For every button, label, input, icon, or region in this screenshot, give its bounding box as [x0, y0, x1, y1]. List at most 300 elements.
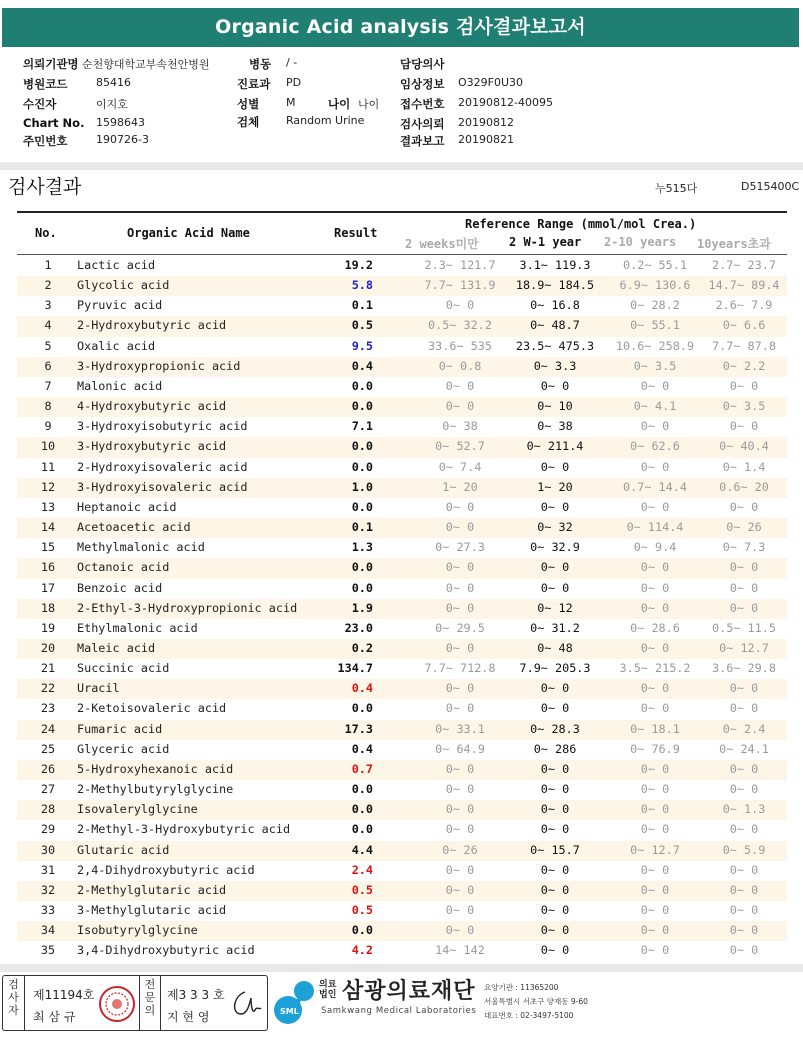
table-top-rule — [17, 211, 787, 213]
table-row — [17, 699, 787, 719]
cell-result: 5.8 — [351, 278, 373, 293]
cell-ref-2-10y: 0~ 0 — [640, 782, 670, 797]
table-row — [17, 498, 787, 518]
cell-ref-10y-plus: 0~ 7.3 — [722, 540, 766, 555]
cell-no: 4 — [44, 318, 52, 333]
cell-ref-2w-1y: 0~ 0 — [540, 499, 570, 514]
cell-ref-2-10y: 0~ 0 — [640, 640, 670, 655]
cell-acid-name: 2-Ethyl-3-Hydroxypropionic acid — [77, 600, 298, 615]
cell-acid-name: 3-Methylglutaric acid — [77, 903, 227, 917]
cell-acid-name: 2-Methylbutyrylglycine — [77, 782, 234, 797]
cell-acid-name: 5-Hydroxyhexanoic acid — [77, 761, 234, 776]
report-title: Organic Acid analysis 검사결과보고서 — [2, 8, 799, 47]
table-row — [17, 760, 787, 780]
table-row — [17, 377, 787, 397]
cell-acid-name: Pyruvic acid — [77, 298, 163, 313]
cell-result: 0.1 — [351, 298, 373, 313]
cell-ref-10y-plus: 0~ 0 — [729, 923, 759, 938]
cell-ref-2w-1y: 0~ 10 — [537, 399, 573, 414]
table-row — [17, 276, 787, 296]
cell-acid-name: 4-Hydroxybutyric acid — [77, 399, 227, 414]
table-row — [17, 659, 787, 679]
cell-ref-10y-plus: 0~ 0 — [729, 701, 759, 716]
cell-ref-2w-1y: 0~ 0 — [540, 923, 570, 938]
cell-ref-2weeks: 0~ 29.5 — [435, 620, 485, 635]
cell-no: 5 — [44, 338, 52, 353]
cell-ref-2weeks: 0~ 0 — [445, 782, 475, 797]
cell-ref-2w-1y: 0~ 0 — [540, 782, 570, 797]
cell-ref-2w-1y: 0~ 48 — [537, 640, 573, 655]
cell-result: 23.0 — [344, 620, 373, 635]
cell-ref-2weeks: 0~ 0 — [445, 822, 475, 837]
cell-no: 8 — [44, 399, 52, 414]
org-institution-code: 요양기관 : 11365200 — [484, 983, 559, 992]
cell-result: 0.0 — [351, 923, 373, 938]
cell-no: 33 — [40, 903, 56, 917]
cell-result: 0.0 — [351, 499, 373, 514]
cell-ref-10y-plus: 0~ 0 — [729, 580, 759, 595]
cell-result: 0.0 — [351, 580, 373, 595]
value-ward: / - — [286, 56, 298, 69]
cell-no: 15 — [40, 540, 56, 555]
cell-ref-2-10y: 0~ 3.5 — [633, 358, 677, 373]
cell-acid-name: Ethylmalonic acid — [77, 620, 198, 635]
patient-info — [0, 52, 803, 160]
results-table — [17, 256, 787, 961]
cell-ref-2-10y: 0~ 0 — [640, 923, 670, 938]
cell-ref-2w-1y: 0~ 28.3 — [530, 721, 580, 736]
cell-acid-name: Octanoic acid — [77, 560, 170, 575]
cell-ref-2weeks: 0~ 0 — [445, 640, 475, 655]
cell-ref-10y-plus: 0~ 0 — [729, 943, 759, 958]
cell-no: 24 — [40, 721, 56, 736]
table-row — [17, 921, 787, 941]
value-sex: M — [286, 96, 296, 109]
cell-ref-2w-1y: 0~ 48.7 — [530, 318, 580, 333]
cell-ref-2w-1y: 0~ 0 — [540, 862, 570, 877]
cell-no: 13 — [40, 499, 56, 514]
cell-acid-name: Heptanoic acid — [77, 499, 177, 514]
cell-acid-name: Fumaric acid — [77, 721, 163, 736]
seal-stamp-icon — [97, 981, 137, 1027]
table-row — [17, 437, 787, 457]
cell-ref-2w-1y: 0~ 0 — [540, 943, 570, 958]
cell-acid-name: Succinic acid — [77, 661, 170, 676]
cell-ref-2-10y: 0~ 62.6 — [630, 439, 680, 454]
cell-acid-name: Glutaric acid — [77, 842, 170, 857]
cell-result: 7.1 — [351, 419, 373, 434]
cell-ref-2-10y: 0~ 28.6 — [630, 620, 680, 635]
table-row — [17, 579, 787, 599]
cell-result: 1.9 — [351, 600, 373, 615]
cell-ref-2w-1y: 0~ 0 — [540, 560, 570, 575]
cell-ref-10y-plus: 0~ 1.4 — [722, 459, 766, 474]
signer1-role-text: 검 사 자 — [8, 978, 19, 1017]
cell-ref-2weeks: 0~ 0 — [445, 923, 475, 938]
cell-ref-10y-plus: 0~ 40.4 — [719, 439, 769, 454]
cell-result: 0.4 — [351, 741, 373, 756]
label-department: 진료과 — [237, 77, 271, 91]
cell-ref-2weeks: 0~ 0 — [445, 701, 475, 716]
cell-no: 29 — [40, 822, 56, 837]
cell-result: 17.3 — [344, 721, 373, 736]
label-institution: 의뢰기관명 — [23, 57, 79, 71]
header-reference-range: Reference Range (mmol/mol Crea.) — [465, 217, 697, 231]
table-row — [17, 518, 787, 538]
cell-no: 19 — [40, 620, 56, 635]
cell-acid-name: 3-Hydroxybutyric acid — [77, 439, 227, 454]
cell-no: 9 — [44, 419, 52, 434]
cell-result: 0.5 — [351, 882, 373, 897]
cell-ref-2weeks: 0~ 0 — [445, 681, 475, 696]
cell-result: 0.0 — [351, 439, 373, 454]
cell-ref-10y-plus: 0~ 3.5 — [722, 399, 766, 414]
cell-ref-10y-plus: 0~ 0 — [729, 862, 759, 877]
cell-ref-2w-1y: 0~ 0 — [540, 761, 570, 776]
signer2-license: 제3 3 3 호 — [167, 988, 225, 1002]
cell-ref-2w-1y: 0~ 0 — [540, 681, 570, 696]
cell-ref-10y-plus: 0~ 2.4 — [722, 721, 766, 736]
cell-ref-2-10y: 0~ 0 — [640, 802, 670, 817]
cell-no: 3 — [44, 298, 52, 313]
cell-ref-10y-plus: 0~ 12.7 — [719, 640, 769, 655]
cell-no: 17 — [40, 580, 56, 595]
cell-no: 25 — [40, 741, 56, 756]
cell-ref-2w-1y: 0~ 32 — [537, 520, 573, 535]
signer1-role — [3, 976, 25, 1030]
cell-ref-2w-1y: 7.9~ 205.3 — [519, 661, 591, 676]
table-row — [17, 357, 787, 377]
cell-result: 0.1 — [351, 520, 373, 535]
cell-result: 9.5 — [351, 338, 373, 353]
cell-acid-name: 2-Methyl-3-Hydroxybutyric acid — [77, 822, 291, 837]
cell-no: 11 — [40, 459, 56, 474]
table-row — [17, 397, 787, 417]
cell-ref-2weeks: 0~ 0 — [445, 399, 475, 414]
cell-result: 0.0 — [351, 802, 373, 817]
table-row — [17, 478, 787, 498]
cell-ref-2weeks: 0~ 0 — [445, 560, 475, 575]
cell-result: 0.5 — [351, 318, 373, 333]
cell-result: 0.0 — [351, 822, 373, 837]
cell-ref-2weeks: 0~ 0.8 — [438, 358, 482, 373]
cell-acid-name: 3-Hydroxyisovaleric acid — [77, 479, 248, 494]
cell-ref-2w-1y: 0~ 32.9 — [530, 540, 580, 555]
table-row — [17, 720, 787, 740]
header-no: No. — [35, 226, 57, 240]
cell-ref-2w-1y: 0~ 38 — [537, 419, 573, 434]
label-age: 나이 — [328, 97, 351, 111]
cell-ref-2weeks: 33.6~ 535 — [428, 338, 492, 353]
cell-acid-name: Isobutyrylglycine — [77, 923, 198, 938]
cell-ref-2-10y: 0~ 0 — [640, 701, 670, 716]
cell-result: 0.4 — [351, 358, 373, 373]
table-row — [17, 881, 787, 901]
cell-ref-10y-plus: 2.7~ 23.7 — [712, 258, 776, 272]
cell-result: 0.2 — [351, 640, 373, 655]
cell-ref-10y-plus: 0~ 24.1 — [719, 741, 769, 756]
signer2-name: 지 현 영 — [167, 1010, 210, 1024]
cell-ref-10y-plus: 0~ 0 — [729, 903, 759, 917]
cell-ref-2w-1y: 3.1~ 119.3 — [519, 258, 591, 272]
cell-ref-2w-1y: 0~ 0 — [540, 903, 570, 917]
cell-acid-name: 2,4-Dihydroxybutyric acid — [77, 862, 255, 877]
cell-ref-10y-plus: 0~ 5.9 — [722, 842, 766, 857]
org-address: 서울특별시 서초구 양재동 9-60 — [484, 997, 588, 1006]
cell-no: 12 — [40, 479, 56, 494]
cell-ref-2weeks: 0~ 0 — [445, 903, 475, 917]
table-row — [17, 599, 787, 619]
table-row — [17, 538, 787, 558]
cell-no: 30 — [40, 842, 56, 857]
cell-ref-2-10y: 6.9~ 130.6 — [619, 278, 691, 293]
cell-result: 2.4 — [351, 862, 373, 877]
signature-box — [2, 975, 268, 1031]
label-ward: 병동 — [249, 57, 272, 71]
cell-ref-10y-plus: 0~ 0 — [729, 882, 759, 897]
cell-ref-2weeks: 0~ 0 — [445, 378, 475, 393]
cell-result: 0.7 — [351, 761, 373, 776]
value-institution: 순천향대학교부속천안병원 — [82, 58, 210, 71]
cell-ref-2weeks: 2.3~ 121.7 — [424, 258, 496, 272]
cell-ref-2w-1y: 0~ 31.2 — [530, 620, 580, 635]
cell-ref-10y-plus: 0~ 0 — [729, 499, 759, 514]
cell-result: 0.0 — [351, 701, 373, 716]
cell-ref-10y-plus: 0~ 0 — [729, 822, 759, 837]
cell-acid-name: Glycolic acid — [77, 278, 170, 293]
label-receipt-no: 접수번호 — [400, 97, 445, 111]
label-report-date: 결과보고 — [400, 134, 445, 148]
cell-no: 35 — [40, 943, 56, 958]
cell-no: 2 — [44, 278, 52, 293]
cell-ref-2weeks: 0~ 0 — [445, 761, 475, 776]
cell-ref-2w-1y: 1~ 20 — [537, 479, 573, 494]
cell-no: 14 — [40, 520, 56, 535]
value-hospital-code: 85416 — [96, 76, 131, 89]
cell-result: 19.2 — [344, 258, 373, 272]
cell-acid-name: 2-Ketoisovaleric acid — [77, 701, 227, 716]
cell-ref-2w-1y: 0~ 211.4 — [526, 439, 584, 454]
label-chart-no: Chart No. — [23, 116, 85, 130]
cell-ref-2w-1y: 0~ 16.8 — [530, 298, 580, 313]
cell-no: 31 — [40, 862, 56, 877]
cell-ref-2weeks: 0~ 0 — [445, 882, 475, 897]
cell-ref-2-10y: 0~ 4.1 — [633, 399, 677, 414]
org-type: 의료 법인 — [319, 980, 337, 1000]
table-row — [17, 316, 787, 336]
cell-ref-2w-1y: 0~ 0 — [540, 580, 570, 595]
cell-ref-2-10y: 0~ 0 — [640, 862, 670, 877]
label-clinical-info: 임상정보 — [400, 77, 445, 91]
cell-ref-2-10y: 0~ 0 — [640, 681, 670, 696]
cell-ref-10y-plus: 0~ 0 — [729, 600, 759, 615]
cell-acid-name: Malonic acid — [77, 378, 163, 393]
section-title: 검사결과 — [8, 176, 82, 198]
cell-ref-10y-plus: 0.5~ 11.5 — [712, 620, 776, 635]
cell-acid-name: Maleic acid — [77, 640, 156, 655]
cell-ref-2w-1y: 0~ 286 — [533, 741, 577, 756]
cell-ref-2weeks: 7.7~ 131.9 — [424, 278, 496, 293]
cell-ref-2w-1y: 0~ 0 — [540, 822, 570, 837]
code-b: D515400C — [741, 180, 800, 193]
cell-acid-name: Oxalic acid — [77, 338, 156, 353]
cell-ref-10y-plus: 2.6~ 7.9 — [715, 298, 773, 313]
cell-ref-2-10y: 0~ 0 — [640, 822, 670, 837]
cell-result: 0.0 — [351, 459, 373, 474]
cell-no: 26 — [40, 761, 56, 776]
table-header-rule — [17, 254, 787, 255]
cell-no: 22 — [40, 681, 56, 696]
table-row — [17, 740, 787, 760]
cell-ref-2-10y: 0.7~ 14.4 — [623, 479, 687, 494]
table-row — [17, 841, 787, 861]
cell-no: 10 — [40, 439, 56, 454]
header-ref-2-10y: 2-10 years — [604, 235, 677, 249]
cell-ref-2-10y: 0~ 0 — [640, 943, 670, 958]
cell-ref-10y-plus: 0~ 0 — [729, 378, 759, 393]
cell-ref-2w-1y: 0~ 0 — [540, 378, 570, 393]
table-row — [17, 639, 787, 659]
cell-ref-2w-1y: 0~ 0 — [540, 882, 570, 897]
cell-result: 0.4 — [351, 681, 373, 696]
cell-ref-2weeks: 0~ 27.3 — [435, 540, 485, 555]
cell-acid-name: Glyceric acid — [77, 741, 170, 756]
value-department: PD — [286, 76, 302, 89]
cell-ref-2-10y: 0~ 0 — [640, 761, 670, 776]
cell-ref-2weeks: 14~ 142 — [435, 943, 485, 958]
table-row — [17, 558, 787, 578]
table-row — [17, 780, 787, 800]
cell-ref-2weeks: 0~ 0 — [445, 580, 475, 595]
cell-ref-10y-plus: 0~ 2.2 — [722, 358, 766, 373]
cell-ref-2-10y: 0~ 55.1 — [630, 318, 680, 333]
cell-acid-name: 2-Methylglutaric acid — [77, 882, 227, 897]
cell-acid-name: Uracil — [77, 681, 120, 696]
value-resident-no: 190726-3 — [96, 133, 149, 146]
cell-result: 0.0 — [351, 782, 373, 797]
value-chart-no: 1598643 — [96, 116, 145, 129]
cell-no: 18 — [40, 600, 56, 615]
code-a: 누515다 — [655, 182, 698, 195]
label-request-date: 검사의뢰 — [400, 117, 445, 131]
cell-ref-2w-1y: 23.5~ 475.3 — [515, 338, 595, 353]
cell-result: 1.0 — [351, 479, 373, 494]
table-row — [17, 800, 787, 820]
cell-no: 32 — [40, 882, 56, 897]
cell-ref-2-10y: 0~ 0 — [640, 459, 670, 474]
table-row — [17, 337, 787, 357]
cell-ref-10y-plus: 0.6~ 20 — [719, 479, 769, 494]
cell-no: 6 — [44, 358, 52, 373]
cell-ref-2w-1y: 0~ 15.7 — [530, 842, 580, 857]
table-row — [17, 619, 787, 639]
cell-acid-name: 2-Hydroxybutyric acid — [77, 318, 227, 333]
signer1-name: 최 삼 규 — [33, 1010, 76, 1024]
value-specimen: Random Urine — [286, 114, 365, 127]
table-row — [17, 256, 787, 276]
cell-acid-name: 3,4-Dihydroxybutyric acid — [77, 943, 255, 958]
cell-acid-name: Methylmalonic acid — [77, 540, 205, 555]
cell-ref-2-10y: 0~ 18.1 — [630, 721, 680, 736]
cell-acid-name: Isovalerylglycine — [77, 802, 198, 817]
cell-acid-name: 3-Hydroxypropionic acid — [77, 358, 241, 373]
header-result: Result — [334, 226, 378, 240]
cell-ref-2w-1y: 0~ 3.3 — [533, 358, 577, 373]
cell-ref-2-10y: 0~ 76.9 — [630, 741, 680, 756]
cell-ref-2weeks: 0~ 7.4 — [438, 459, 482, 474]
cell-ref-2weeks: 0~ 0 — [445, 499, 475, 514]
cell-result: 4.4 — [351, 842, 373, 857]
cell-no: 28 — [40, 802, 56, 817]
label-hospital-code: 병원코드 — [23, 77, 68, 91]
cell-ref-2-10y: 10.6~ 258.9 — [615, 338, 695, 353]
cell-ref-10y-plus: 0~ 0 — [729, 419, 759, 434]
value-patient: 이지호 — [96, 98, 128, 111]
divider — [0, 162, 803, 170]
cell-result: 4.2 — [351, 943, 373, 958]
cell-no: 7 — [44, 378, 52, 393]
cell-no: 21 — [40, 661, 56, 676]
cell-ref-10y-plus: 0~ 0 — [729, 782, 759, 797]
cell-ref-2weeks: 0~ 0 — [445, 862, 475, 877]
cell-ref-2-10y: 0~ 0 — [640, 560, 670, 575]
cell-ref-2weeks: 0~ 33.1 — [435, 721, 485, 736]
cell-ref-2-10y: 0~ 12.7 — [630, 842, 680, 857]
value-report-date: 20190821 — [458, 133, 514, 146]
cell-ref-10y-plus: 0~ 0 — [729, 761, 759, 776]
cell-acid-name: 2-Hydroxyisovaleric acid — [77, 459, 248, 474]
org-phone: 대표번호 : 02-3497-5100 — [484, 1011, 574, 1020]
value-age: 나이 — [358, 98, 380, 111]
sml-logo-icon — [272, 978, 316, 1024]
signature-icon — [225, 984, 265, 1024]
cell-ref-2-10y: 0~ 0 — [640, 600, 670, 615]
cell-result: 134.7 — [337, 661, 373, 676]
cell-no: 27 — [40, 782, 56, 797]
label-doctor: 담당의사 — [400, 57, 445, 71]
cell-result: 1.3 — [351, 540, 373, 555]
cell-ref-2-10y: 0~ 0 — [640, 419, 670, 434]
cell-ref-2w-1y: 0~ 12 — [537, 600, 573, 615]
signer2-role — [139, 976, 161, 1030]
cell-ref-10y-plus: 0~ 0 — [729, 681, 759, 696]
cell-ref-2w-1y: 0~ 0 — [540, 802, 570, 817]
label-sex: 성별 — [237, 97, 260, 111]
cell-ref-2w-1y: 18.9~ 184.5 — [515, 278, 595, 293]
table-row — [17, 941, 787, 961]
cell-ref-2weeks: 0~ 26 — [442, 842, 478, 857]
cell-no: 16 — [40, 560, 56, 575]
cell-ref-2weeks: 7.7~ 712.8 — [424, 661, 496, 676]
cell-ref-2-10y: 0~ 0 — [640, 499, 670, 514]
cell-ref-2-10y: 3.5~ 215.2 — [619, 661, 691, 676]
cell-no: 20 — [40, 640, 56, 655]
cell-acid-name: Acetoacetic acid — [77, 520, 191, 535]
cell-ref-2-10y: 0.2~ 55.1 — [623, 258, 687, 272]
cell-ref-2weeks: 1~ 20 — [442, 479, 478, 494]
header-ref-2w-1y: 2 W-1 year — [509, 235, 582, 249]
table-row — [17, 296, 787, 316]
cell-result: 0.0 — [351, 560, 373, 575]
logo-text: SML — [280, 1007, 299, 1016]
cell-ref-2weeks: 0~ 0 — [445, 802, 475, 817]
cell-acid-name: Benzoic acid — [77, 580, 163, 595]
cell-ref-10y-plus: 0~ 1.3 — [722, 802, 766, 817]
label-specimen: 검체 — [237, 115, 260, 129]
cell-ref-2-10y: 0~ 0 — [640, 882, 670, 897]
cell-ref-2-10y: 0~ 0 — [640, 903, 670, 917]
cell-ref-2weeks: 0~ 38 — [442, 419, 478, 434]
